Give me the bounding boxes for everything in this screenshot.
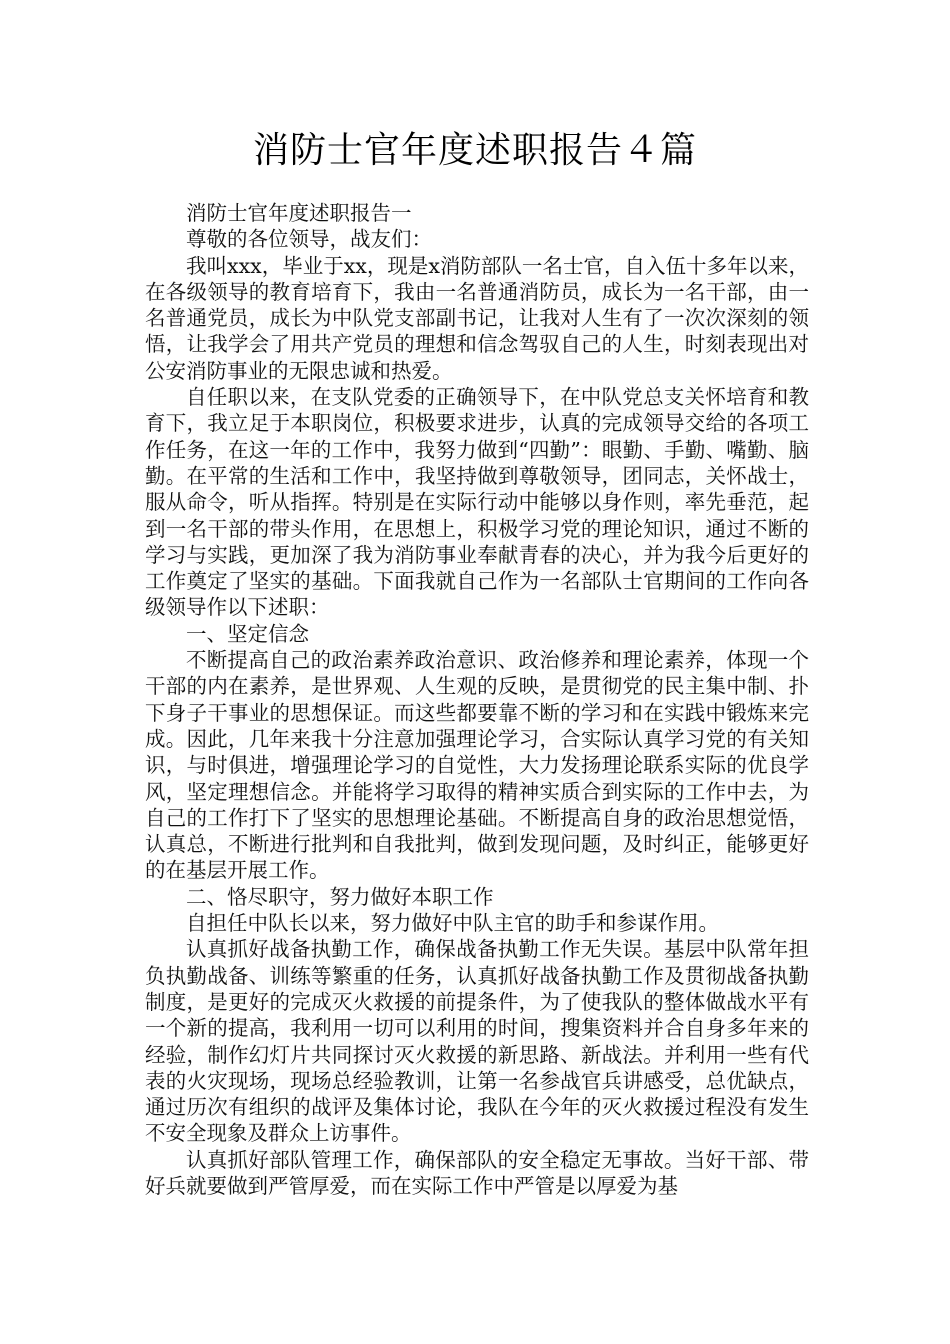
document-title: 消防士官年度述职报告４篇 <box>252 130 697 171</box>
salutation: 尊敬的各位领导，战友们： <box>186 227 432 252</box>
section-heading: 消防士官年度述职报告一 <box>186 201 412 225</box>
paragraph: 认真抓好部队管理工作，确保部队的安全稳定无事故。当好干部、带好兵就要做到严管厚爱，而在实际工作中严管是以厚爱为基 <box>145 1147 809 1198</box>
paragraph: 不断提高自己的政治素养政治意识、政治修养和理论素养，体现一个干部的内在素养，是世界观、人生观的反映，是贯彻党的民主集中制、扑下身子干事业的思想保证。而这些都要靠不断的学习和在实践中锻炼来完成。因此，几年来我十分注意加强理论学习，合实际认真学习党的有关知识，与时俱进，增强理论学习的自觉性，大力发扬理论联系实际的优良学风，坚定理想信念。并能将学习取得的精神实质合到实际的工作中去，为自己的工作打下了坚实的思想理论基础。不断提高自身的政治思想觉悟，认真总，不断进行批判和自我批判，做到发现问题，及时纠正，能够更好的在基层开展工作。 <box>145 648 809 883</box>
paragraph: 我叫xxx，毕业于xx，现是x消防部队一名士官，自入伍十多年以来，在各级领导的教育培育下，我由一名普通消防员，成长为一名干部，由一名普通党员，成长为中队党支部副书记，让我对人生有了一次次深刻的领悟，让我学会了用共产党员的理想和信念驾驭自己的人生，时刻表现出对公安消防事业的无限忠诚和热爱。 <box>145 253 809 383</box>
section-heading: 一、坚定信念 <box>186 621 309 646</box>
section-heading: 二、恪尽职守，努力做好本职工作 <box>186 884 494 909</box>
paragraph: 认真抓好战备执勤工作，确保战备执勤工作无失误。基层中队常年担负执勤战备、训练等繁重的任务，认真抓好战备执勤工作及贯彻战备执勤制度，是更好的完成灭火救援的前提条件，为了使我队的整体做战水平有一个新的提高，我利用一切可以利用的时间，搜集资料并合自身多年来的经验，制作幻灯片共同探讨灭火救援的新思路、新战法。并利用一些有代表的火灾现场，现场总经验教训，让第一名参战官兵讲感受，总优缺点，通过历次有组织的战评及集体讨论，我队在今年的灭火救援过程没有发生不安全现象及群众上访事件。 <box>145 937 809 1146</box>
document-body <box>145 200 809 1199</box>
paragraph: 自担任中队长以来，努力做好中队主官的助手和参谋作用。 <box>186 911 719 936</box>
paragraph: 自任职以来，在支队党委的正确领导下，在中队党总支关怀培育和教育下，我立足于本职岗位，积极要求进步，认真的完成领导交给的各项工作任务，在这一年的工作中，我努力做到“四勤”：眼勤、手勤、嘴勤、脑勤。在平常的生活和工作中，我坚持做到尊敬领导，团同志，关怀战士，服从命令，听从指挥。特别是在实际行动中能够以身作则，率先垂范，起到一名干部的带头作用，在思想上，积极学习党的理论知识，通过不断的学习与实践，更加深了我为消防事业奉献青春的决心，并为我今后更好的工作奠定了坚实的基础。下面我就自己作为一名部队士官期间的工作向各级领导作以下述职： <box>145 385 809 620</box>
